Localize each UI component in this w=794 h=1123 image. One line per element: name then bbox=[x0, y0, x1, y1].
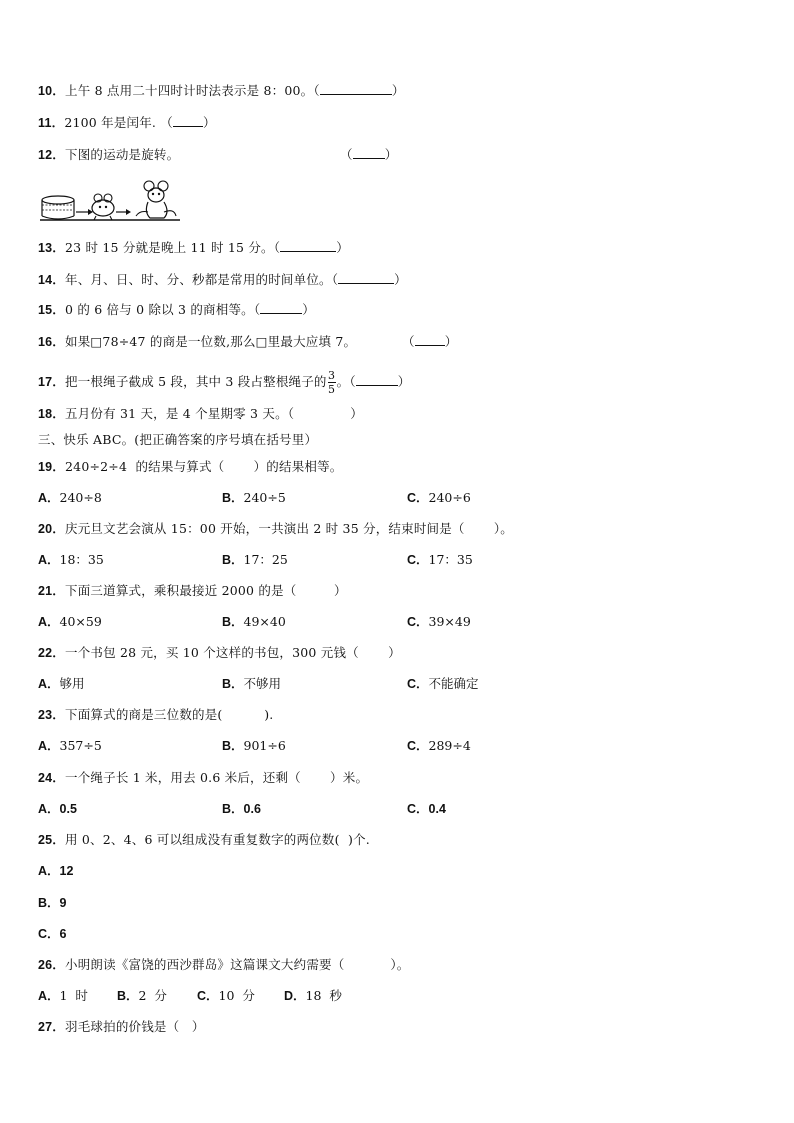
option-a[interactable]: A．0.5 bbox=[38, 802, 77, 816]
option-b[interactable]: B．240÷5 bbox=[222, 490, 286, 505]
question-10: 10．上午 8 点用二十四时计时法表示是 8：00。（ ） bbox=[38, 83, 405, 98]
option-c[interactable]: C．17：35 bbox=[407, 552, 473, 567]
option-c[interactable]: C．240÷6 bbox=[407, 490, 471, 505]
question-24: 24．一个绳子长 1 米，用去 0.6 米后，还剩（ ）米。 bbox=[38, 770, 369, 785]
answer-blank[interactable] bbox=[356, 374, 398, 386]
answer-blank[interactable] bbox=[173, 115, 203, 127]
option-b[interactable]: B．17：25 bbox=[222, 552, 288, 567]
question-27: 27．羽毛球拍的价钱是（ ） bbox=[38, 1019, 205, 1034]
option-d[interactable]: D．18 秒 bbox=[284, 988, 342, 1003]
option-a[interactable]: A．240÷8 bbox=[38, 490, 102, 505]
option-c[interactable]: C．39×49 bbox=[407, 614, 471, 629]
option-a[interactable]: A．18：35 bbox=[38, 552, 104, 567]
question-17: 17．把一根绳子截成 5 段，其中 3 段占整根绳子的 $\frac{3}{5}$ 。（ ） bbox=[38, 369, 411, 396]
question-25: 25．用 0、2、4、6 可以组成没有重复数字的两位数( )个. bbox=[38, 832, 370, 847]
fraction: $\frac{3}{5}$ bbox=[328, 369, 336, 396]
option-a[interactable]: A．357÷5 bbox=[38, 738, 102, 753]
option-c[interactable]: C．289÷4 bbox=[407, 738, 471, 753]
option-a[interactable]: A．12 bbox=[38, 864, 74, 878]
option-a[interactable]: A．够用 bbox=[38, 676, 85, 691]
option-b[interactable]: B．不够用 bbox=[222, 676, 282, 691]
question-12-answer: （ ） bbox=[340, 147, 398, 162]
question-12: 12．下图的运动是旋转。 bbox=[38, 147, 180, 162]
answer-blank[interactable] bbox=[320, 83, 392, 95]
option-a[interactable]: A．1 时 bbox=[38, 988, 88, 1003]
question-16-answer: （ ） bbox=[402, 334, 458, 349]
answer-blank[interactable] bbox=[338, 272, 394, 284]
option-b[interactable]: B．0.6 bbox=[222, 802, 261, 816]
question-20: 20．庆元旦文艺会演从 15：00 开始，一共演出 2 时 35 分，结束时间是（ ）。 bbox=[38, 521, 513, 536]
rotation-illustration bbox=[40, 178, 185, 222]
answer-blank[interactable] bbox=[353, 147, 385, 159]
option-b[interactable]: B．9 bbox=[38, 896, 67, 910]
question-16: 16．如果□78÷47 的商是一位数,那么□里最大应填 7。 bbox=[38, 334, 357, 349]
question-11: 11．2100 年是闰年. （ ） bbox=[38, 115, 216, 130]
option-c[interactable]: C．6 bbox=[38, 927, 67, 941]
option-a[interactable]: A．40×59 bbox=[38, 614, 102, 629]
option-b[interactable]: B．49×40 bbox=[222, 614, 286, 629]
question-22: 22．一个书包 28 元，买 10 个这样的书包，300 元钱（ ） bbox=[38, 645, 401, 660]
section-heading: 三、快乐 ABC。(把正确答案的序号填在括号里） bbox=[38, 432, 318, 447]
answer-blank[interactable] bbox=[260, 302, 302, 314]
answer-blank[interactable] bbox=[280, 240, 336, 252]
option-c[interactable]: C．10 分 bbox=[197, 988, 255, 1003]
question-14: 14．年、月、日、时、分、秒都是常用的时间单位。（ ） bbox=[38, 272, 407, 287]
question-15: 15．0 的 6 倍与 0 除以 3 的商相等。（ ） bbox=[38, 302, 315, 317]
question-21: 21．下面三道算式，乘积最接近 2000 的是（ ） bbox=[38, 583, 347, 598]
answer-blank[interactable] bbox=[415, 334, 445, 346]
option-b[interactable]: B．2 分 bbox=[117, 988, 167, 1003]
question-19: 19．240÷2÷4 的结果与算式（ ）的结果相等。 bbox=[38, 459, 343, 474]
option-c[interactable]: C．0.4 bbox=[407, 802, 446, 816]
question-18: 18．五月份有 31 天，是 4 个星期零 3 天。（ ） bbox=[38, 406, 363, 421]
option-c[interactable]: C．不能确定 bbox=[407, 676, 479, 691]
question-26: 26．小明朗读《富饶的西沙群岛》这篇课文大约需要（ ）。 bbox=[38, 957, 410, 972]
question-23: 23．下面算式的商是三位数的是( ). bbox=[38, 707, 274, 722]
option-b[interactable]: B．901÷6 bbox=[222, 738, 286, 753]
question-13: 13．23 时 15 分就是晚上 11 时 15 分。（ ） bbox=[38, 240, 349, 255]
